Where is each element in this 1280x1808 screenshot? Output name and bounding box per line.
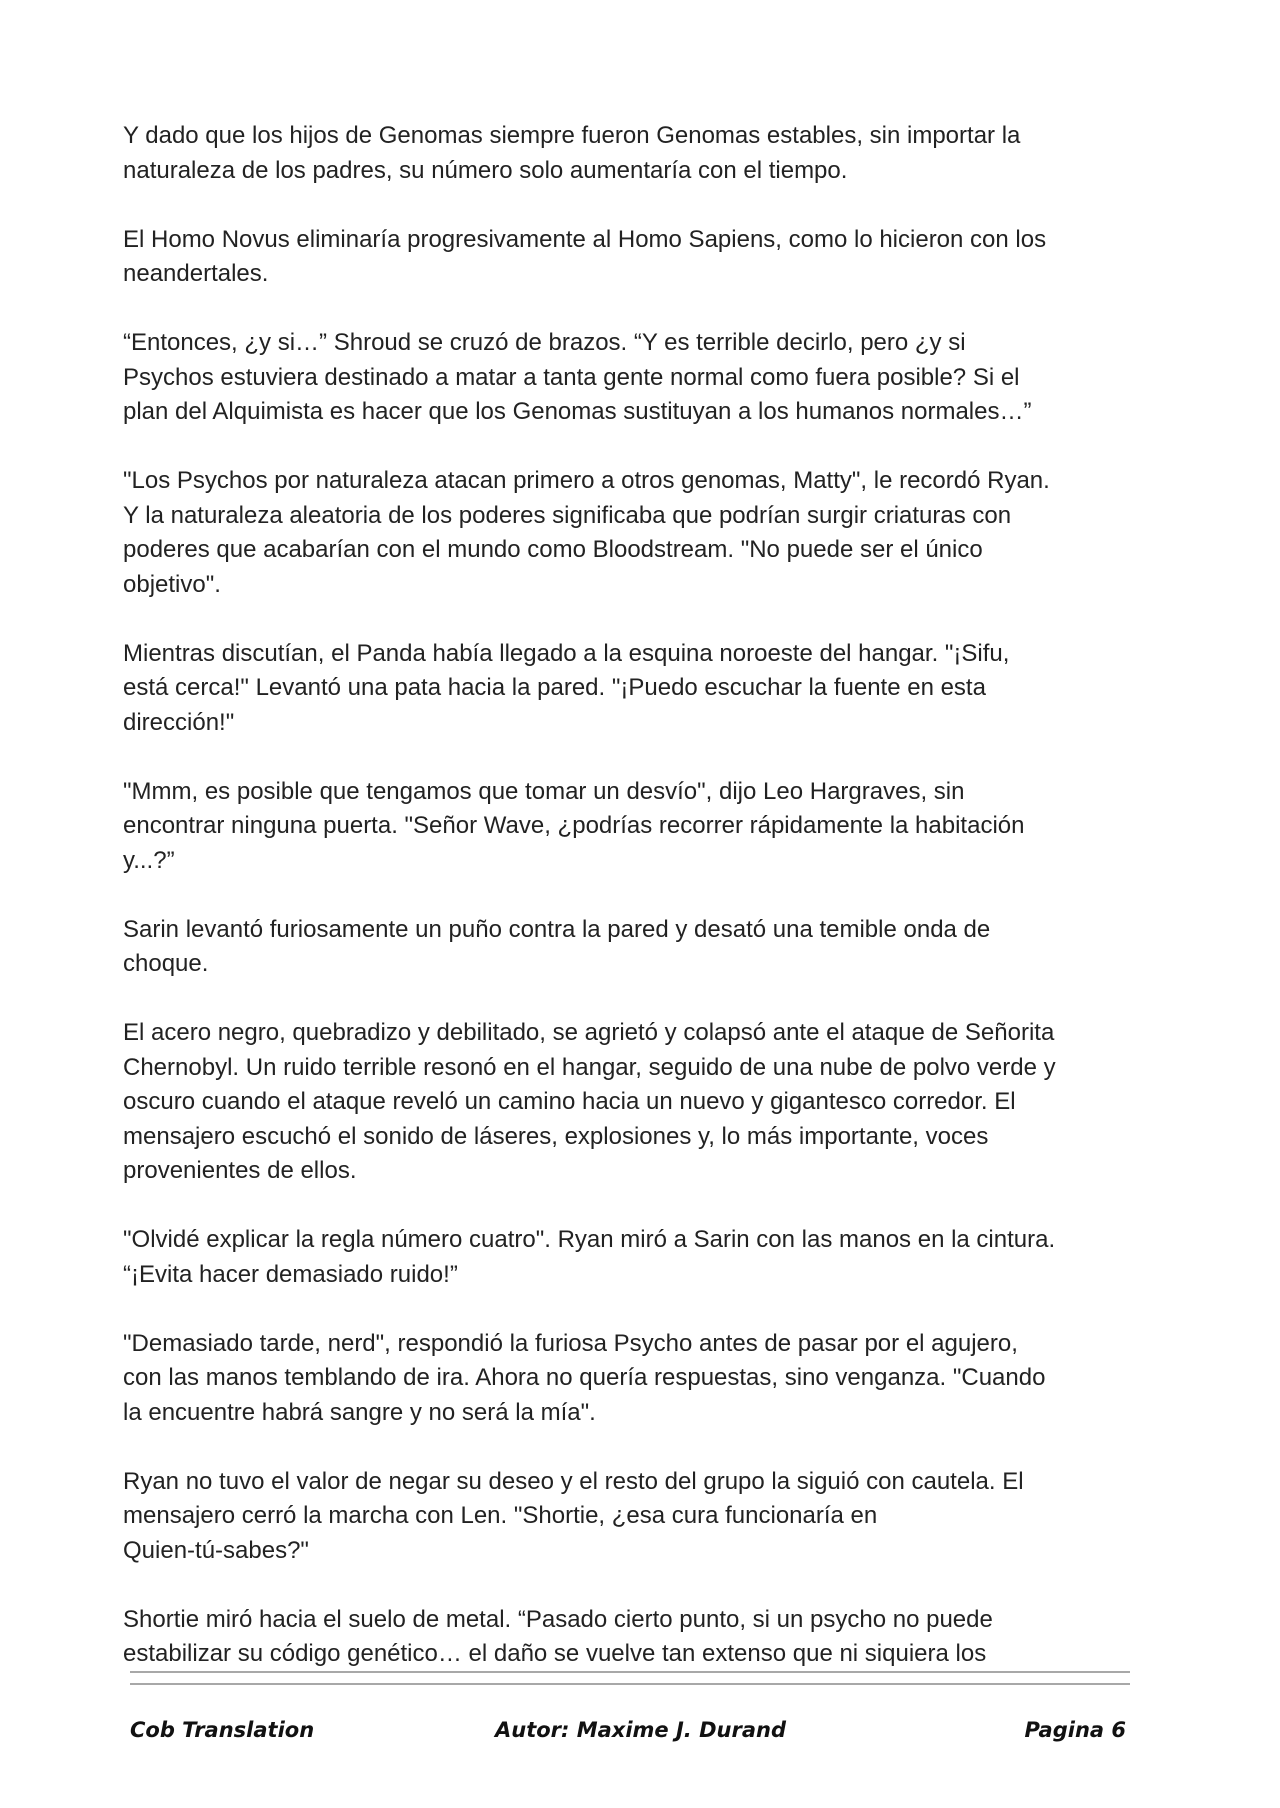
footer-translator: Cob Translation [130, 1718, 315, 1742]
paragraph-6: "Mmm, es posible que tengamos que tomar un desvío", dijo Leo Hargraves, sin encontrar ninguna puerta. "Señor Wave, ¿podrías recorrer rápidamente la habitación y...?” [123, 777, 1025, 874]
paragraph-11: Ryan no tuvo el valor de negar su deseo y el resto del grupo la siguió con cautela. El mensajero cerró la marcha con Len. "Shortie, ¿esa cura funcionaría en Quien-tú-sabes?" [123, 1467, 1024, 1564]
paragraph-3: “Entonces, ¿y si…” Shroud se cruzó de brazos. “Y es terrible decirlo, pero ¿y si Psychos estuviera destinado a matar a tanta gente normal como fuera posible? Si el plan del Alquimista es hacer que los Genomas sustituyan a los humanos normales…” [123, 329, 1032, 425]
paragraph-12: Shortie miró hacia el suelo de metal. “Pasado cierto punto, si un psycho no puede estabilizar su código genético… el daño se vuelve tan extenso que ni siquiera los [123, 1605, 993, 1667]
footer-divider-top [130, 1671, 1130, 1673]
paragraph-4: "Los Psychos por naturaleza atacan primero a otros genomas, Matty", le recordó Ryan. Y la naturaleza aleatoria de los poderes significaba que podrían surgir criaturas con poderes que acabarían con el mundo como Bloodstream. "No puede ser el único objetivo". [123, 467, 1050, 598]
paragraph-2: El Homo Novus eliminaría progresivamente al Homo Sapiens, como lo hicieron con los neandertales. [123, 225, 1047, 287]
body-text [123, 119, 1145, 1672]
paragraph-5: Mientras discutían, el Panda había llegado a la esquina noroeste del hangar. "¡Sifu, está cerca!" Levantó una pata hacia la pared. "¡Puedo escuchar la fuente en esta dirección!" [123, 639, 1010, 736]
footer-divider-bottom [130, 1683, 1130, 1685]
paragraph-9: "Olvidé explicar la regla número cuatro". Ryan miró a Sarin con las manos en la cintura. “¡Evita hacer demasiado ruido!” [123, 1226, 1056, 1288]
paragraph-10: "Demasiado tarde, nerd", respondió la furiosa Psycho antes de pasar por el agujero, con las manos temblando de ira. Ahora no quería respuestas, sino venganza. "Cuando la encuentre habrá sangre y no será la mía". [123, 1329, 1046, 1426]
paragraph-8: El acero negro, quebradizo y debilitado, se agrietó y colapsó ante el ataque de Señorita Chernobyl. Un ruido terrible resonó en el hangar, seguido de una nube de polvo verde y oscuro cuando el ataque reveló un camino hacia un nuevo y gigantesco corredor. El mensajero escuchó el sonido de láseres, explosiones y, lo más importante, voces provenientes de ellos. [123, 1019, 1056, 1184]
paragraph-7: Sarin levantó furiosamente un puño contra la pared y desató una temible onda de choque. [123, 915, 991, 977]
paragraph-1: Y dado que los hijos de Genomas siempre fueron Genomas estables, sin importar la naturaleza de los padres, su número solo aumentaría con el tiempo. [123, 122, 1021, 184]
footer-page-number: Pagina 6 [1024, 1718, 1126, 1742]
footer-author: Autor: Maxime J. Durand [495, 1718, 786, 1742]
